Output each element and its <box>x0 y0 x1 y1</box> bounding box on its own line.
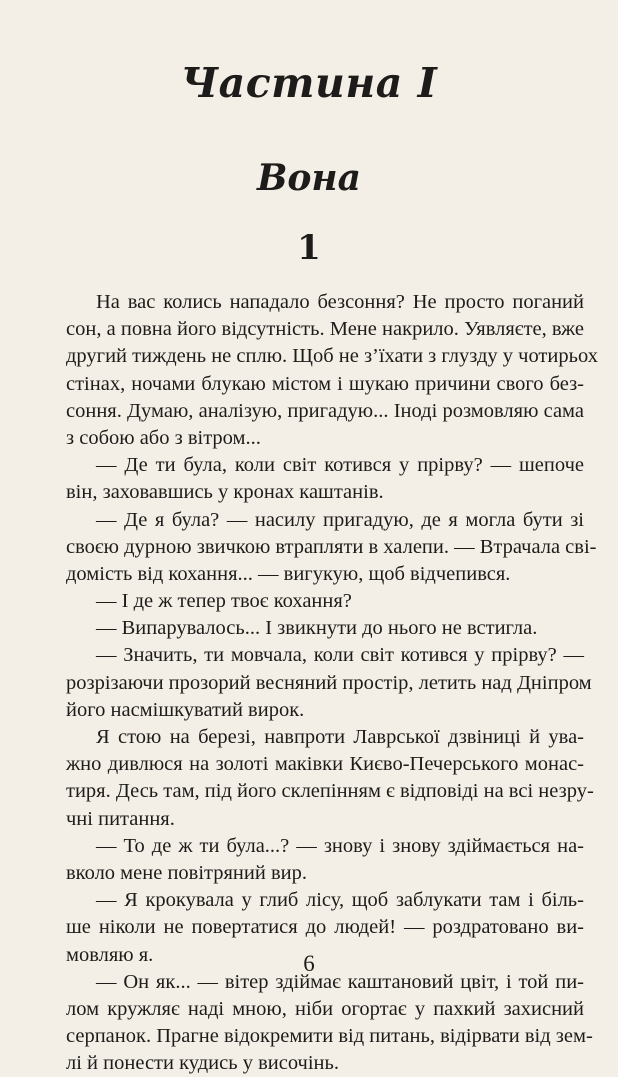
text-line: домість від кохання... — вигукую, щоб відчепився. <box>66 562 511 585</box>
text-line: — І де ж тепер твоє кохання? <box>96 590 352 613</box>
text-line: сон, а повна його відсутність. Мене накрило. Уявляєте, вже <box>66 318 584 341</box>
text-line: лі й понести кудись у височінь. <box>66 1052 339 1075</box>
text-line: жно дивлюся на золоті маківки Києво-Печерського монас- <box>66 753 584 776</box>
text-line: чні питання. <box>66 807 175 830</box>
text-line: соння. Думаю, аналізую, пригадую... Іноді розмовляю сама <box>66 399 584 422</box>
part-title: Частина І <box>180 59 438 107</box>
text-line: його насмішкуватий вирок. <box>66 698 305 721</box>
text-line: з собою або з вітром... <box>66 426 261 449</box>
text-line: — Де я була? — насилу пригадую, де я могла бути зі <box>96 508 584 531</box>
text-line: розрізаючи прозорий весняний простір, летить над Дніпром <box>66 671 592 694</box>
text-line: — Я крокувала у глиб лісу, щоб заблукати там і біль- <box>96 889 584 912</box>
text-line: — Де ти була, коли світ котився у прірву? — шепоче <box>96 454 584 477</box>
text-line: — Он як... — вітер здіймає каштановий цвіт, і той пи- <box>96 970 584 993</box>
text-line: серпанок. Прагне відокремити від питань, відірвати від зем- <box>66 1025 593 1048</box>
text-line: своєю дурною звичкою втрапляти в халепи. — Втрачала сві- <box>66 535 597 558</box>
text-line: На вас колись нападало безсоння? Не просто поганий <box>96 291 584 313</box>
text-line: стінах, ночами блукаю містом і шукаю причини свого без- <box>66 372 584 395</box>
text-line: — Випарувалось... І звикнути до нього не встигла. <box>96 617 538 640</box>
chapter-title: Вона <box>256 157 361 199</box>
text-line: він, заховавшись у кронах каштанів. <box>66 481 384 504</box>
page-number: 6 <box>303 951 315 976</box>
chapter-number: 1 <box>297 228 321 268</box>
text-line: — Значить, ти мовчала, коли світ котився у прірву? — <box>96 644 584 667</box>
text-line: другий тиждень не сплю. Щоб не з’їхати з глузду у чотирьох <box>66 345 598 368</box>
text-line: ше ніколи не повертатися до людей! — роздратовано ви- <box>66 916 584 939</box>
text-line: — То де ж ти була...? — знову і знову здіймається на- <box>96 834 584 857</box>
text-line: вколо мене повітряний вир. <box>66 861 307 884</box>
text-line: мовляю я. <box>66 943 154 966</box>
text-line: тиря. Десь там, під його склепінням є відповіді на всі незру- <box>66 780 594 803</box>
text-line: лом кружляє наді мною, ніби огортає у пахкий захисний <box>66 997 584 1020</box>
text-line: Я стою на березі, навпроти Лаврської дзвіниці й ува- <box>96 726 584 748</box>
